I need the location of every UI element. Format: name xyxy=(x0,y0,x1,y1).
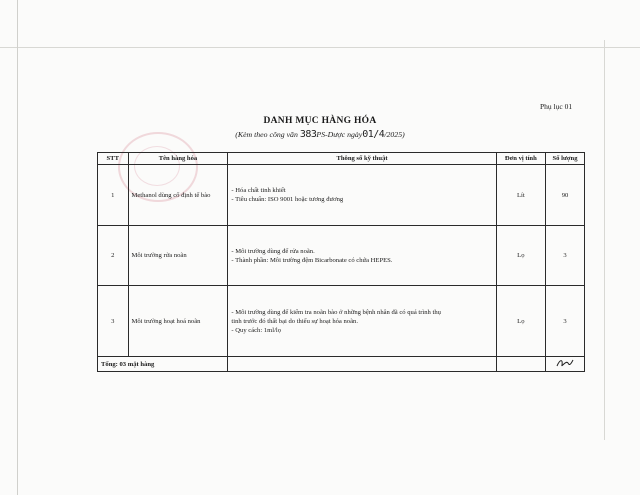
spec-line: tinh trước đó thất bại do thiếu sự hoạt hóa noãn. xyxy=(231,317,358,325)
subtitle-prefix: (Kèm theo công văn xyxy=(235,130,298,139)
row-qty: 3 xyxy=(546,286,585,357)
row-qty: 90 xyxy=(546,165,585,226)
row-stt: 2 xyxy=(98,226,129,286)
total-unit-empty xyxy=(496,357,545,372)
table-row xyxy=(98,165,585,226)
row-name: Methanol dùng cố định tế bào xyxy=(128,165,228,226)
spec-line: - Môi trường dùng để kiểm tra noãn bào ở những bệnh nhân đã có quá trình thụ xyxy=(231,308,441,316)
handwritten-doc-number: 383 xyxy=(299,129,317,140)
spec-line: - Hóa chất tinh khiết xyxy=(231,187,286,194)
header-name: Tên hàng hóa xyxy=(128,153,228,165)
appendix-label: Phụ lục 01 xyxy=(540,102,573,111)
header-stt: STT xyxy=(98,153,129,165)
scan-edge-top xyxy=(0,47,640,48)
total-spec-empty xyxy=(228,357,496,372)
row-name: Môi trường hoạt hoá noãn xyxy=(128,286,228,357)
row-stt: 3 xyxy=(98,286,129,357)
table-row xyxy=(98,286,585,357)
handwritten-date: 01/4 xyxy=(362,129,385,140)
spec-line: - Thành phần: Môi trường đệm Bicarbonate có chứa HEPES. xyxy=(231,256,393,264)
goods-table xyxy=(97,152,585,372)
row-unit: Lọ xyxy=(496,286,545,357)
spec-line: - Tiêu chuẩn: ISO 9001 hoặc tương đương xyxy=(231,196,344,203)
row-spec xyxy=(228,226,496,286)
header-unit: Đơn vị tính xyxy=(496,153,545,165)
signature-icon xyxy=(555,357,575,369)
header-spec: Thông số kỹ thuật xyxy=(228,153,496,165)
page-subtitle xyxy=(0,129,640,140)
initial-signature xyxy=(546,357,585,372)
total-row xyxy=(98,357,585,372)
row-qty: 3 xyxy=(546,226,585,286)
table-header-row xyxy=(98,153,585,165)
table-row xyxy=(98,226,585,286)
row-spec xyxy=(228,165,496,226)
total-label: Tổng: 03 mặt hàng xyxy=(98,357,228,372)
scan-edge-right xyxy=(604,40,605,440)
subtitle-suffix: /2025) xyxy=(384,130,405,139)
row-spec xyxy=(228,286,496,357)
subtitle-middle: PS-Dược ngày xyxy=(316,130,363,139)
row-name: Môi trường rửa noãn xyxy=(128,226,228,286)
scan-edge-left xyxy=(17,0,18,495)
spec-line: - Môi trường dùng để rửa noãn. xyxy=(231,247,315,255)
header-qty: Số lượng xyxy=(546,153,585,165)
row-unit: Lít xyxy=(496,165,545,226)
spec-line: - Quy cách: 1ml/lọ xyxy=(231,326,282,334)
page-title: DANH MỤC HÀNG HÓA xyxy=(263,116,377,126)
row-stt: 1 xyxy=(98,165,129,226)
row-unit: Lọ xyxy=(496,226,545,286)
